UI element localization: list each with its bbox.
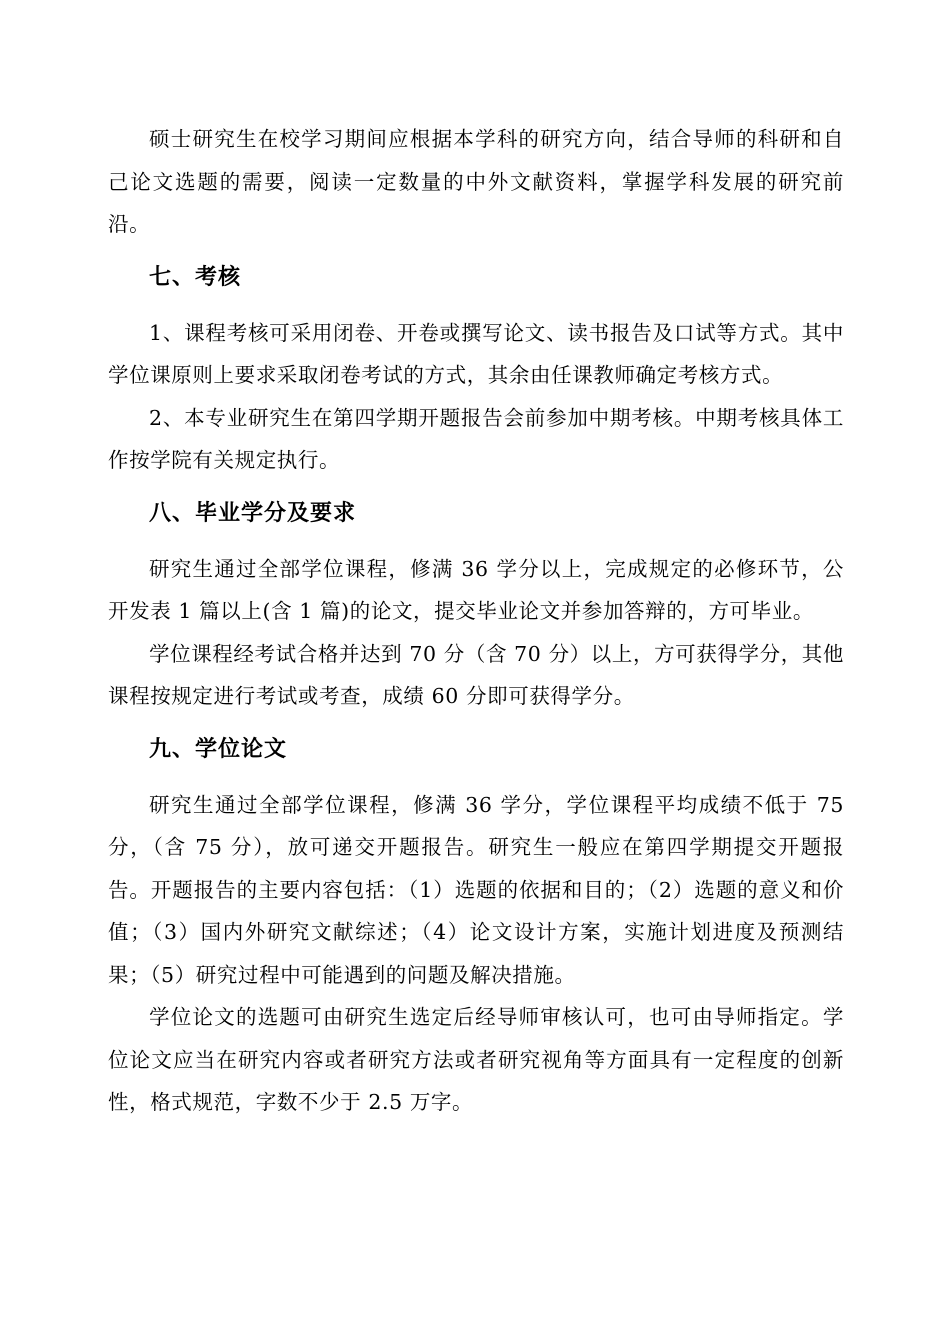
section-heading-assessment: 七、考核 bbox=[149, 264, 242, 290]
assessment-paragraph-1: 1、课程考核可采用闭卷、开卷或撰写论文、读书报告及口试等方式。其中学位课原则上要求采取闭卷考试的方式，其余由任课教师确定考核方式。 bbox=[108, 320, 844, 387]
section-heading-graduation-credits: 八、毕业学分及要求 bbox=[149, 500, 357, 526]
section-heading-thesis: 九、学位论文 bbox=[149, 736, 288, 762]
thesis-paragraph-2: 学位论文的选题可由研究生选定后经导师审核认可，也可由导师指定。学位论文应当在研究内容或者研究方法或者研究视角等方面具有一定程度的创新性，格式规范，字数不少于 2.5 万字。 bbox=[108, 1005, 844, 1114]
document-page bbox=[108, 118, 844, 1124]
assessment-paragraph-2: 2、本专业研究生在第四学期开题报告会前参加中期考核。中期考核具体工作按学院有关规定执行。 bbox=[108, 405, 844, 472]
graduation-paragraph-1: 研究生通过全部学位课程，修满 36 学分以上，完成规定的必修环节，公开发表 1 篇以上(含 1 篇)的论文，提交毕业论文并参加答辩的，方可毕业。 bbox=[108, 556, 844, 623]
graduation-paragraph-2: 学位课程经考试合格并达到 70 分（含 70 分）以上，方可获得学分，其他课程按规定进行考试或考查，成绩 60 分即可获得学分。 bbox=[108, 641, 844, 708]
intro-paragraph: 硕士研究生在校学习期间应根据本学科的研究方向，结合导师的科研和自己论文选题的需要，阅读一定数量的中外文献资料，掌握学科发展的研究前沿。 bbox=[108, 127, 844, 236]
thesis-paragraph-1: 研究生通过全部学位课程，修满 36 学分，学位课程平均成绩不低于 75 分，（含 75 分），放可递交开题报告。研究生一般应在第四学期提交开题报告。开题报告的主要内容包括：（1）选题的依据和目的；（2）选题的意义和价值；（3）国内外研究文献综述；（4）论文设计方案，实施计划进度及预测结果；（5）研究过程中可能遇到的问题及解决措施。 bbox=[108, 792, 844, 987]
